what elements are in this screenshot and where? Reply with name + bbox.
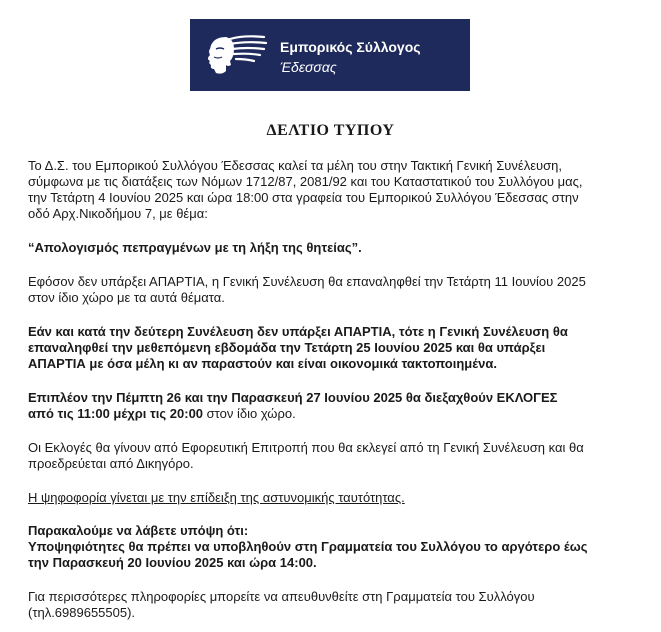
elections-line	[28, 406, 640, 422]
intro-line: σύμφωνα με τις διατάξεις των Νόμων 1712/87, 2081/92 και του Καταστατικού του Συλλόγου μας,	[28, 174, 583, 189]
contact-line: Για περισσότερες πληροφορίες μπορείτε να απευθυνθείτε στη Γραμματεία του Συλλόγου	[28, 589, 535, 604]
second-meeting-line: ΑΠΑΡΤΙΑ με όσα μέλη κι αν παραστούν και είναι οικονομικά τακτοποιημένα.	[28, 356, 497, 371]
quorum-line: Εφόσον δεν υπάρξει ΑΠΑΡΤΙΑ, η Γενική Συνέλευση θα επαναληφθεί την Τετάρτη 11 Ιουνίου 2025	[28, 274, 586, 289]
second-meeting-paragraph	[28, 324, 640, 372]
committee-paragraph	[28, 440, 640, 472]
intro-paragraph	[28, 158, 640, 222]
association-logo	[190, 19, 470, 91]
elections-place: στον ίδιο χώρο.	[203, 406, 296, 421]
contact-line: (τηλ.6989655505).	[28, 605, 136, 620]
hermes-head-icon	[200, 31, 268, 79]
voting-note: Η ψηφοφορία γίνεται με την επίδειξη της αστυνομικής ταυτότητας.	[28, 490, 405, 505]
quorum-line: στον ίδιο χώρο με τα αυτά θέματα.	[28, 290, 225, 305]
subject-line: “Απολογισμός πεπραγμένων με τη λήξη της θητείας”.	[28, 240, 362, 255]
page-title: ΔΕΛΤΙΟ ΤΥΠΟΥ	[266, 122, 395, 139]
elections-line: Επιπλέον την Πέμπτη 26 και την Παρασκευή 27 Ιουνίου 2025 θα διεξαχθούν ΕΚΛΟΓΕΣ	[28, 390, 558, 405]
intro-line: Το Δ.Σ. του Εμπορικού Συλλόγου Έδεσσας καλεί τα μέλη του στην Τακτική Γενική Συνέλευση,	[28, 158, 562, 173]
contact-paragraph	[28, 589, 640, 621]
quorum-paragraph	[28, 274, 640, 306]
logo-city: Έδεσσας	[280, 59, 337, 75]
notice-heading: Παρακαλούμε να λάβετε υπόψη ότι:	[28, 523, 249, 538]
notice-line: Υποψηφιότητες θα πρέπει να υποβληθούν στη Γραμματεία του Συλλόγου το αργότερο έως	[28, 539, 588, 554]
committee-line: Οι Εκλογές θα γίνουν από Εφορευτική Επιτροπή που θα εκλεγεί από τη Γενική Συνέλευση και θα	[28, 440, 584, 455]
intro-line: την Τετάρτη 4 Ιουνίου 2025 και ώρα 18:00 στα γραφεία του Εμπορικού Συλλόγου Έδεσσας στην	[28, 190, 579, 205]
elections-paragraph	[28, 390, 640, 422]
notice-line: την Παρασκευή 20 Ιουνίου 2025 και ώρα 14:00.	[28, 555, 317, 570]
intro-line: οδό Αρχ.Νικοδήμου 7, με θέμα:	[28, 206, 208, 221]
second-meeting-line: Εάν και κατά την δεύτερη Συνέλευση δεν υπάρξει ΑΠΑΡΤΙΑ, τότε η Γενική Συνέλευση θα	[28, 324, 568, 339]
elections-time: από τις 11:00 μέχρι τις 20:00	[28, 406, 204, 421]
second-meeting-line: επαναληφθεί την μεθεπόμενη εβδομάδα την Τετάρτη 25 Ιουνίου 2025 και θα υπάρξει	[28, 340, 546, 355]
committee-line: προεδρεύεται από Δικηγόρο.	[28, 456, 194, 471]
notice-paragraph	[28, 523, 640, 571]
logo-name: Εμπορικός Σύλλογος	[280, 39, 421, 55]
